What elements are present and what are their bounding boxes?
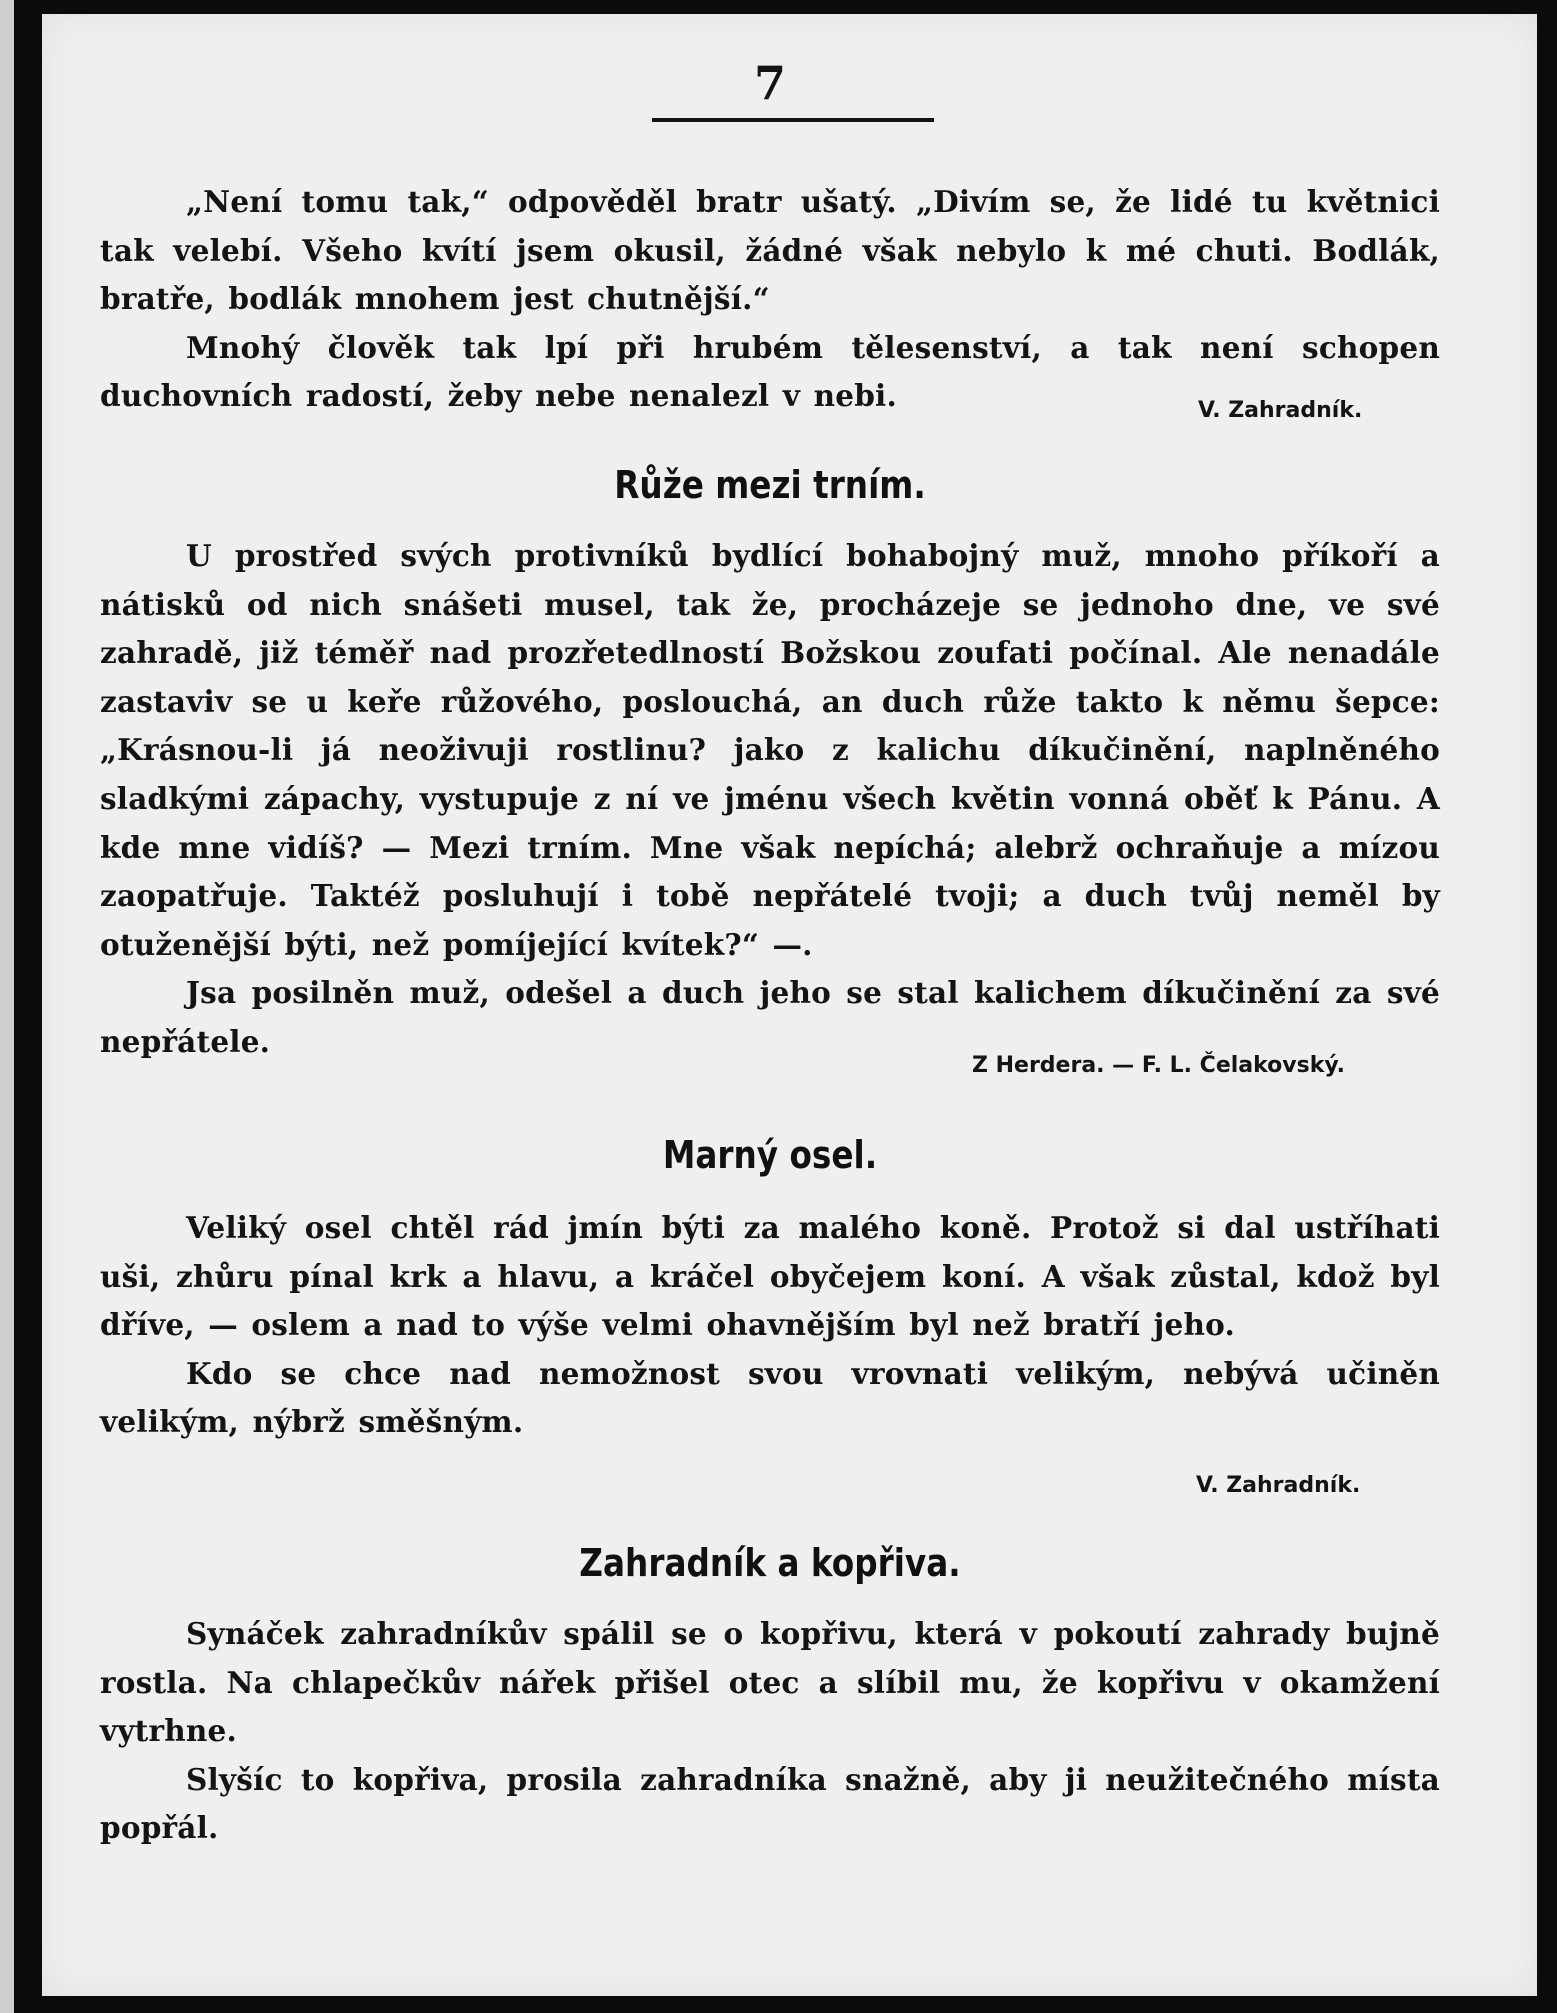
header-rule (652, 118, 934, 122)
paragraph: Veliký osel chtěl rád jmín býti za malého koně. Protož si dal ustříhati uši, zhůru pínal krk a hlavu, a kráčel obyčejem koní. A však zůstal, kdož byl dříve, — oslem a nad to výše velmi ohavnějším byl než bratří jeho. (100, 1210, 1440, 1343)
paragraph: Kdo se chce nad nemožnost svou vrovnati velikým, nebývá učiněn velikým, nýbrž směšným. (100, 1355, 1440, 1440)
section-title: Marný osel. (662, 1133, 878, 1177)
section-continuation (100, 178, 1440, 421)
paragraph: Jsa posilněn muž, odešel a duch jeho se stal kalichem díkučinění za své nepřátele. (100, 975, 1440, 1059)
paragraph: Mnohý člověk tak lpí při hrubém tělesenství, a tak není schopen duchovních radostí, žeby nebe nenalezl v nebi. (100, 329, 1440, 414)
author-signature: Z Herdera. — F. L. Čelakovský. (972, 1053, 1346, 1078)
paragraph: „Není tomu tak,“ odpověděl bratr ušatý. „Divím se, že lidé tu květnici tak velebí. Všeho kvítí jsem okusil, žádné však nebylo k mé chuti. Bodlák, bratře, bodlák mnohem jest chutnější.“ (100, 184, 1440, 317)
adjacent-page-edge (0, 0, 14, 2013)
paragraph: Synáček zahradníkův spálil se o kopřivu, která v pokoutí zahrady bujně rostla. Na chlapečkův nářek přišel otec a slíbil mu, že kopřivu v okamžení vytrhne. (100, 1616, 1440, 1749)
section-title: Růže mezi trním. (614, 463, 926, 507)
paragraph: Slyšíc to kopřiva, prosila zahradníka snažně, aby ji neužitečného místa popřál. (100, 1761, 1440, 1846)
author-signature: V. Zahradník. (1198, 398, 1363, 423)
section-ruze-mezi-trnim (100, 532, 1440, 1067)
author-signature: V. Zahradník. (1196, 1473, 1361, 1498)
page-number: 7 (753, 56, 786, 110)
section-title: Zahradník a kopřiva. (579, 1541, 961, 1585)
section-zahradnik-a-kopriva (100, 1610, 1440, 1853)
paragraph: U prostřed svých protivníků bydlící bohabojný muž, mnoho příkoří a nátisků od nich snášeti musel, tak že, procházeje se jednoho dne, ve své zahradě, již téměř nad prozřetedlností Božskou zoufati počínal. Ale nenadále zastaviv se u keře růžového, poslouchá, an duch růže takto k němu šepce: „Krásnou-li já neoživuji rostlinu? jako z kalichu díkučinění, naplněného sladkými zápachy, vystupuje z ní ve jménu všech květin vonná oběť k Pánu. A kde mne vidíš? — Mezi trním. Mne však nepíchá; alebrž ochraňuje a mízou zaopatřuje. Taktéž posluhují i tobě nepřátelé tvoji; a duch tvůj neměl by otuženější býti, než pomíjející kvítek?“ —. (100, 538, 1440, 962)
book-page (42, 14, 1537, 1996)
section-marny-osel (100, 1204, 1440, 1447)
